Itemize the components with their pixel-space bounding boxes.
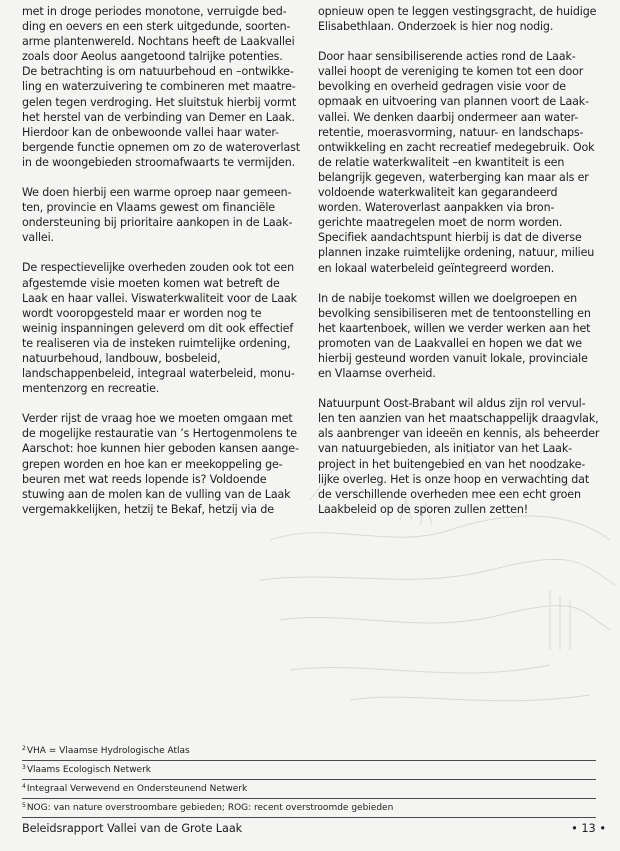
paragraph: Verder rijst de vraag hoe we moeten omgaan met de mogelijke restauratie van ’s Hertogenmolens te Aarschot: hoe kunnen hier geboden kansen aange- grepen worden en hoe kan er meekoppeling ge- beuren met wat reeds lopende is? Voldoende stuwing aan de molen kan de vulling van de Laak vergemakkelijken, hetzij te Bekaf, hetzij via de [22,412,299,516]
paragraph: De respectievelijke overheden zouden ook tot een afgestemde visie moeten komen wat betreft de Laak en haar vallei. Viswaterkwaliteit voor de Laak wordt vooropgesteld maar er worden nog te weinig inspanningen geleverd om dit ook effectief te realiseren via de insteken ruimtelijke ordening, natuurbehoud, landbouw, bosbeleid, landschappenbeleid, integraal waterbeleid, monu- mentenzorg en recreatie. [22,261,297,396]
footnote [22,761,596,780]
paragraph: Door haar sensibiliserende acties rond de Laak- vallei hoopt de vereniging te komen tot een door bevolking en overheid gedragen visie voor de opmaak en uitvoering van plannen voort de Laak- vallei. We denken daarbij ondermeer aan water- retentie, moerasvorming, natuur- en landschaps- ontwikkeling en zacht recreatief medegebruik. Ook de relatie waterkwaliteit –en kwantiteit is een belangrijk gegeven, waterberging kan maar als er voldoende waterkwaliteit kan gegarandeerd worden. Wateroverlast aanpakken via bron- gerichte maatregelen moet de norm worden. Specifiek aandachtspunt hierbij is dat de diverse plannen inzake ruimtelijke ordening, natuur, milieu en lokaal waterbeleid geïntegreerd worden. [318,50,595,275]
footnotes [22,742,596,818]
footnote-text: Vlaams Ecologisch Netwerk [26,765,152,775]
footnote-text: Integraal Verwevend en Ondersteunend Netwerk [26,784,248,794]
footer-title: Beleidsrapport Vallei van de Grote Laak [22,822,243,835]
paragraph: We doen hierbij een warme oproep naar gemeen- ten, provincie en Vlaams gewest om financiële ondersteuning bij prioritaire aankopen in de Laak- vallei. [22,186,293,245]
footnote-text: VHA = Vlaamse Hydrologische Atlas [26,746,190,756]
footnote [22,742,596,761]
paragraph: Natuurpunt Oost-Brabant wil aldus zijn rol vervul- len ten aanzien van het maatschappelijk draagvlak, als aanbrenger van ideeën en kennis, als beheerder van natuurgebieden, als initiator van het Laak- project in het buitengebied en van het noodzake- lijke overleg. Het is onze hoop en verwachting dat de verschillende overheden mee een echt groen Laakbeleid op de sporen zullen zetten! [318,397,600,516]
page-number: • 13 • [571,822,606,835]
footnote [22,799,596,818]
footnote-number: 5 [22,802,26,809]
left-column [22,4,312,532]
paragraph: opnieuw open te leggen vestingsgracht, de huidige Elisabethlaan. Onderzoek is hier nog nodig. [318,5,597,34]
footnote [22,780,596,799]
paragraph: In de nabije toekomst willen we doelgroepen en bevolking sensibiliseren met de tentoonstelling en het kaartenboek, willen we verder werken aan het promoten van de Laakvallei en hopen we dat we hierbij gesteund worden vanuit lokale, provinciale en Vlaamse overheid. [318,291,591,381]
footnote-number: 4 [22,783,26,790]
footnote-number: 2 [22,745,26,752]
footnote-text: NOG: van nature overstroombare gebieden; ROG: recent overstroomde gebieden [26,803,394,813]
right-column [318,4,608,532]
paragraph: met in droge periodes monotone, verruigde bed- ding en oevers en een sterk uitgedunde, soorten- arme plantenwereld. Nochtans heeft de Laakvallei zoals door Aeolus aangetoond talrijke potenties. De betrachting is om natuurbehoud en –ontwikke- ling en waterzuivering te combineren met maatre- gelen tegen verdroging. Het sluitstuk hierbij vormt het herstel van de verbinding van Demer en Laak. Hierdoor kan de onbewoonde vallei haar water- bergende functie opnemen om zo de wateroverlast in de woongebieden stroomafwaarts te vermijden. [22,5,300,169]
footnote-number: 3 [22,764,26,771]
